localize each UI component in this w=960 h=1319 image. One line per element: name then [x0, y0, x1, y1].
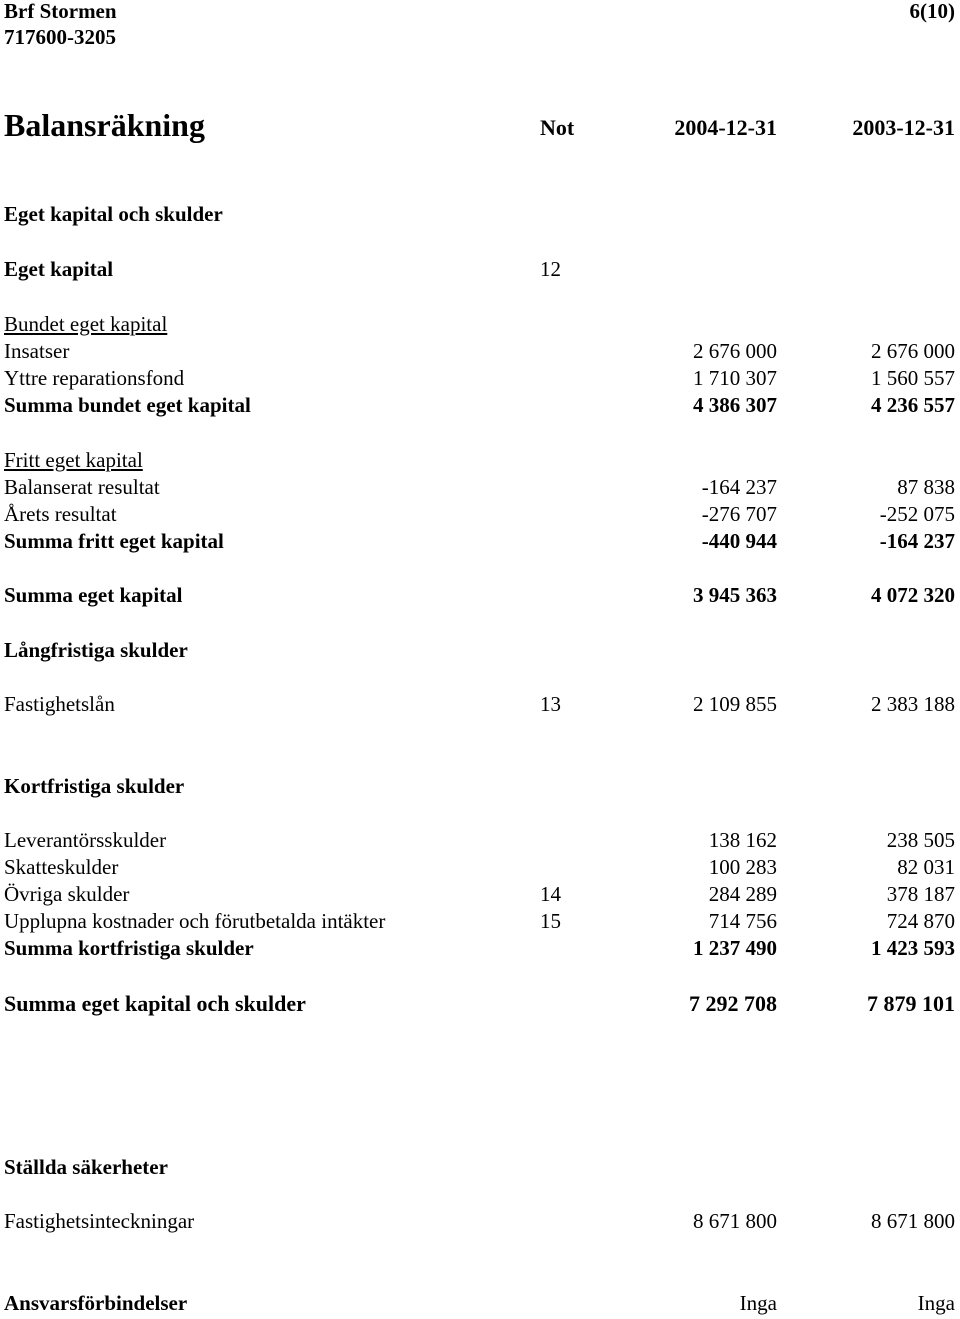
- shortterm-liabilities-heading: Kortfristiga skulder: [4, 774, 185, 798]
- row-value-2004: 2 109 855: [693, 692, 777, 716]
- sum-value-2004: 3 945 363: [693, 583, 777, 607]
- contingent-value-2004: Inga: [739, 1291, 777, 1315]
- note-column-header: Not: [540, 115, 575, 140]
- year1-column-header: 2004-12-31: [674, 115, 777, 140]
- row-label: Leverantörsskulder: [4, 828, 167, 852]
- row-label: Fastighetsinteckningar: [4, 1209, 195, 1233]
- total-label: Summa eget kapital och skulder: [4, 991, 306, 1016]
- page-number: 6(10): [909, 0, 955, 23]
- sum-value-2004: -440 944: [701, 529, 777, 553]
- row-value-2003: 8 671 800: [871, 1209, 955, 1233]
- row-label: Upplupna kostnader och förutbetalda intäkter: [4, 909, 386, 933]
- organization-number: 717600-3205: [4, 25, 116, 49]
- row-label: Balanserat resultat: [4, 475, 160, 499]
- row-label: Fastighetslån: [4, 692, 115, 716]
- total-value-2004: 7 292 708: [689, 991, 777, 1016]
- row-value-2004: 138 162: [708, 828, 777, 852]
- sum-value-2003: -164 237: [879, 529, 955, 553]
- row-label: Övriga skulder: [4, 882, 130, 906]
- equity-note: 12: [540, 257, 561, 281]
- organization-name: Brf Stormen: [4, 0, 117, 23]
- row-value-2003: 1 560 557: [871, 366, 955, 390]
- restricted-equity-heading: Bundet eget kapital: [4, 312, 168, 336]
- row-value-2004: 100 283: [708, 855, 777, 879]
- contingent-value-2003: Inga: [917, 1291, 955, 1315]
- sum-label: Summa kortfristiga skulder: [4, 936, 254, 960]
- row-value-2003: 2 676 000: [871, 339, 955, 363]
- sum-value-2004: 1 237 490: [693, 936, 777, 960]
- equity-liabilities-heading: Eget kapital och skulder: [4, 202, 223, 226]
- contingent-liabilities-label: Ansvarsförbindelser: [4, 1291, 188, 1315]
- free-equity-heading: Fritt eget kapital: [4, 448, 143, 472]
- longterm-liabilities-heading: Långfristiga skulder: [4, 638, 188, 662]
- row-value-2003: 87 838: [897, 475, 955, 499]
- row-value-2004: 284 289: [708, 882, 777, 906]
- row-value-2003: -252 075: [879, 502, 955, 526]
- row-value-2004: -276 707: [701, 502, 777, 526]
- equity-heading: Eget kapital: [4, 257, 114, 281]
- sum-value-2003: 4 072 320: [871, 583, 955, 607]
- row-value-2003: 2 383 188: [871, 692, 955, 716]
- total-value-2003: 7 879 101: [867, 991, 955, 1016]
- year2-column-header: 2003-12-31: [852, 115, 955, 140]
- row-value-2004: 8 671 800: [693, 1209, 777, 1233]
- row-value-2003: 82 031: [897, 855, 955, 879]
- sum-label: Summa eget kapital: [4, 583, 183, 607]
- row-value-2004: -164 237: [701, 475, 777, 499]
- page-title: Balansräkning: [4, 107, 205, 143]
- row-label: Årets resultat: [4, 502, 117, 526]
- row-label: Skatteskulder: [4, 855, 119, 879]
- sum-label: Summa fritt eget kapital: [4, 529, 224, 553]
- row-value-2004: 2 676 000: [693, 339, 777, 363]
- row-label: Insatser: [4, 339, 70, 363]
- row-value-2004: 1 710 307: [693, 366, 777, 390]
- sum-value-2004: 4 386 307: [693, 393, 777, 417]
- sum-label: Summa bundet eget kapital: [4, 393, 251, 417]
- row-note: 14: [540, 882, 561, 906]
- row-value-2003: 724 870: [886, 909, 955, 933]
- pledged-assets-heading: Ställda säkerheter: [4, 1155, 168, 1179]
- row-note: 13: [540, 692, 561, 716]
- sum-value-2003: 1 423 593: [871, 936, 955, 960]
- row-value-2003: 238 505: [886, 828, 955, 852]
- row-note: 15: [540, 909, 561, 933]
- row-value-2004: 714 756: [708, 909, 777, 933]
- sum-value-2003: 4 236 557: [871, 393, 955, 417]
- row-label: Yttre reparationsfond: [4, 366, 185, 390]
- row-value-2003: 378 187: [886, 882, 955, 906]
